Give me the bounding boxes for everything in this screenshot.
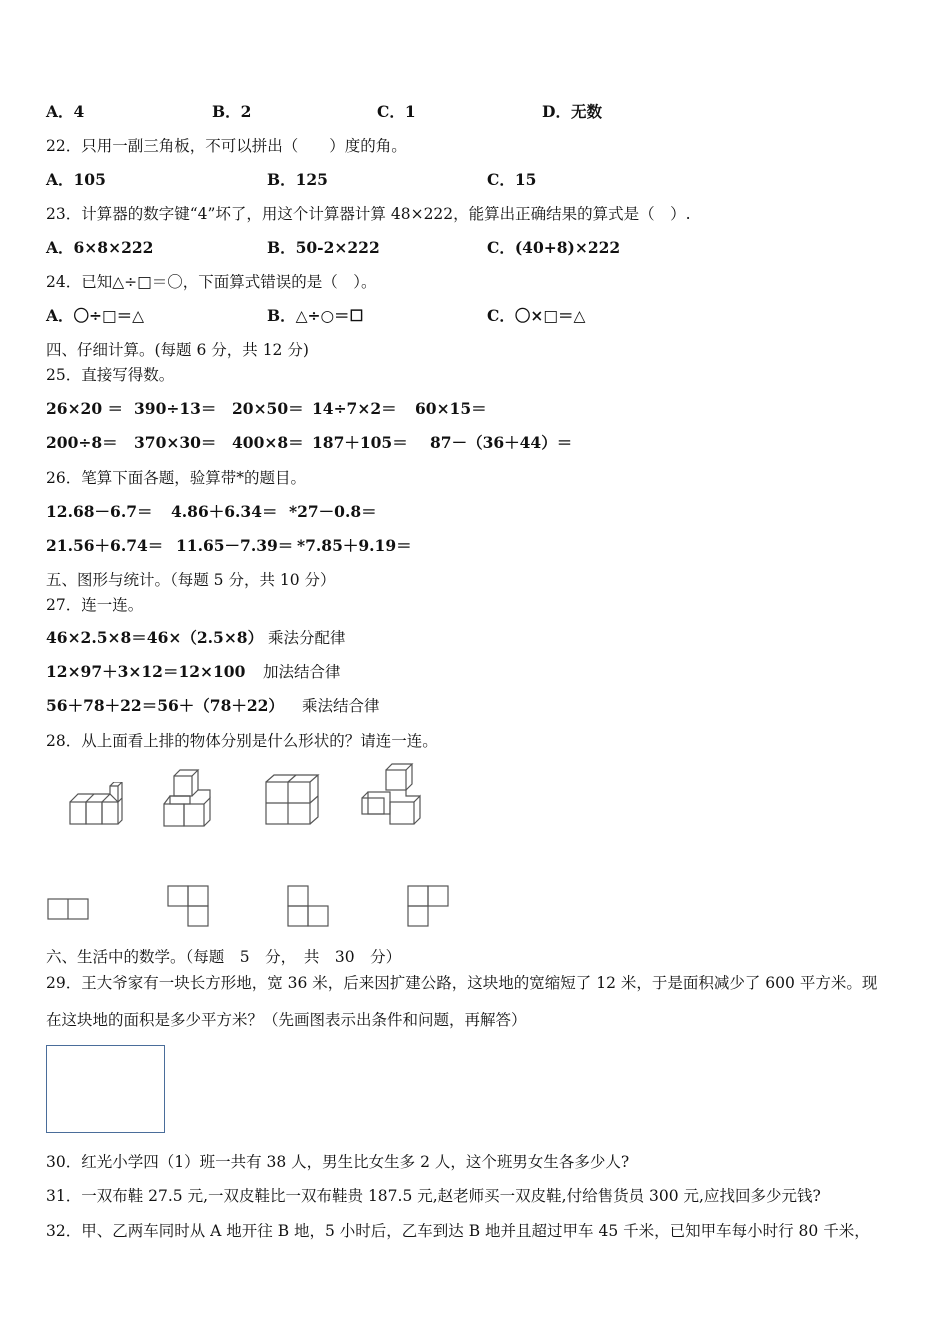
q27-expression: 46×2.5×8＝46×（2.5×8） [46, 628, 264, 647]
q24-option-c: C．〇×□＝△ [487, 306, 586, 325]
q27-law: 乘法分配律 [268, 629, 346, 647]
q25-item: 87－（36＋44）＝ [430, 433, 573, 452]
q25-item: 14÷7×2＝ [312, 399, 397, 418]
q25-stem: 25．直接写得数。 [46, 366, 175, 384]
q26-item: 12.68－6.7＝ [46, 502, 153, 521]
q26-item: 21.56＋6.74＝ [46, 536, 164, 555]
q24-stem: 24．已知△÷□＝〇，下面算式错误的是（ ）。 [46, 273, 377, 291]
q27-law: 加法结合律 [263, 663, 341, 681]
q21-option-a: A．4 [46, 102, 85, 121]
solid-figure-2 [160, 768, 226, 830]
q23-stem: 23．计算器的数字键“4”坏了，用这个计算器计算 48×222，能算出正确结果的算式是（ ）. [46, 205, 691, 223]
top-view-1 [46, 896, 92, 922]
solid-figure-1 [66, 782, 126, 827]
q25-item: 60×15＝ [415, 399, 487, 418]
q22-option-a: A．105 [46, 170, 106, 189]
q24-option-b: B．△÷○＝☐ [267, 306, 364, 325]
top-view-2 [164, 884, 212, 930]
q29-line-1: 29．王大爷家有一块长方形地，宽 36 米，后来因扩建公路，这块地的宽缩短了 12 米，于是面积减少了 600 平方米。现 [46, 974, 878, 992]
solid-figure-4 [356, 762, 426, 828]
q25-item: 370×30＝ [134, 433, 217, 452]
section-5-heading: 五、图形与统计。（每题 5 分，共 10 分） [46, 571, 336, 589]
q23-option-b: B．50-2×222 [267, 238, 380, 257]
q22-stem: 22．只用一副三角板，不可以拼出（ ）度的角。 [46, 137, 407, 155]
q26-stem: 26．笔算下面各题，验算带*的题目。 [46, 469, 306, 487]
q21-option-d: D．无数 [542, 102, 602, 121]
section-6-heading: 六、生活中的数学。（每题 5 分， 共 30 分） [46, 948, 402, 966]
q26-item: *27－0.8＝ [289, 502, 377, 521]
q25-item: 20×50＝ [232, 399, 304, 418]
q26-item: *7.85＋9.19＝ [297, 536, 412, 555]
q22-option-c: C．15 [487, 170, 537, 189]
q23-option-a: A．6×8×222 [46, 238, 154, 257]
q30-stem: 30．红光小学四（1）班一共有 38 人，男生比女生多 2 人，这个班男女生各多少人? [46, 1153, 630, 1171]
q32-stem: 32．甲、乙两车同时从 A 地开往 B 地，5 小时后，乙车到达 B 地并且超过甲车 45 千米，已知甲车每小时行 80 千米， [46, 1222, 870, 1240]
solid-figure-3 [262, 772, 322, 828]
q25-item: 390÷13＝ [134, 399, 217, 418]
q25-item: 400×8＝ [232, 433, 304, 452]
q26-item: 4.86＋6.34＝ [171, 502, 278, 521]
top-view-3 [284, 884, 332, 930]
q24-option-a: A．〇÷□＝△ [46, 306, 145, 325]
q27-expression: 56＋78＋22＝56＋（78＋22） [46, 696, 284, 715]
q25-item: 26×20 ＝ [46, 399, 124, 418]
section-4-heading: 四、仔细计算。(每题 6 分，共 12 分) [46, 341, 309, 359]
q29-answer-box [46, 1045, 165, 1133]
q21-option-c: C．1 [377, 102, 416, 121]
q27-law: 乘法结合律 [302, 697, 380, 715]
q26-item: 11.65－7.39＝ [176, 536, 294, 555]
q21-option-b: B．2 [212, 102, 252, 121]
q27-expression: 12×97＋3×12＝12×100 [46, 662, 246, 681]
q27-stem: 27．连一连。 [46, 596, 144, 614]
q23-option-c: C．(40+8)×222 [487, 238, 621, 257]
q28-stem: 28．从上面看上排的物体分别是什么形状的？请连一连。 [46, 732, 438, 750]
q31-stem: 31．一双布鞋 27.5 元,一双皮鞋比一双布鞋贵 187.5 元,赵老师买一双皮鞋,付给售货员 300 元,应找回多少元钱? [46, 1187, 821, 1205]
q25-item: 187＋105＝ [312, 433, 408, 452]
q22-option-b: B．125 [267, 170, 328, 189]
q29-line-2: 在这块地的面积是多少平方米？（先画图表示出条件和问题，再解答） [46, 1011, 527, 1029]
top-view-4 [404, 884, 452, 930]
q25-item: 200÷8＝ [46, 433, 118, 452]
